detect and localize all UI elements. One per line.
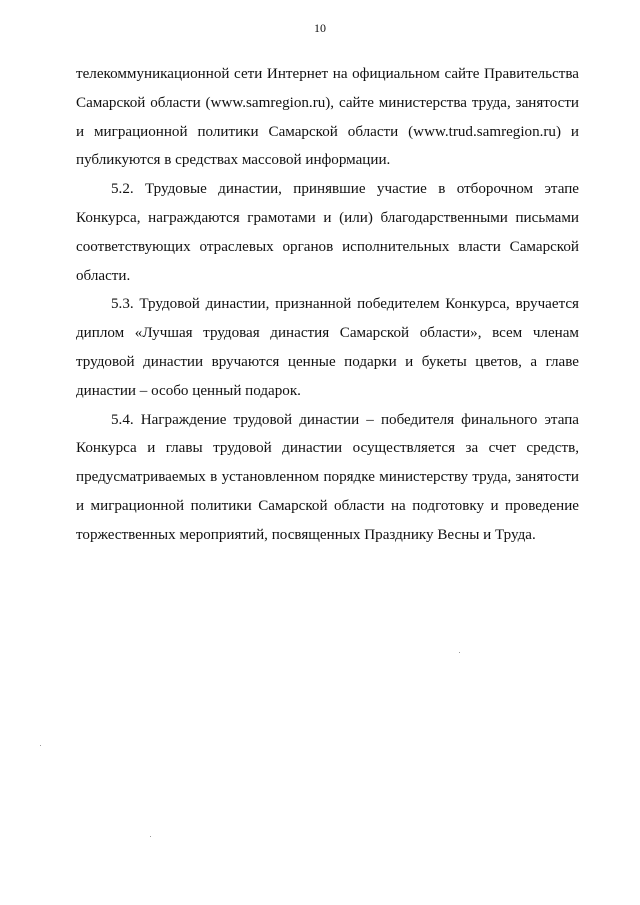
- paragraph-5-4: [76, 406, 579, 550]
- text-line: торжественных мероприятий, посвященных Празднику Весны и Труда.: [76, 526, 536, 543]
- text-line: телекоммуникационной сети Интернет на официальном сайте Правительства: [76, 66, 579, 82]
- text-line: 5.2. Трудовые династии, принявшие участие в отборочном этапе: [111, 181, 579, 198]
- text-line: области.: [76, 267, 131, 284]
- text-line: 5.4. Награждение трудовой династии – победителя финального этапа: [111, 411, 579, 428]
- text-line: Конкурса, награждаются грамотами и (или) благодарственными письмами: [76, 209, 579, 226]
- text-line: династии – особо ценный подарок.: [76, 382, 301, 399]
- paragraph-5-3: [76, 290, 579, 405]
- paragraph-continuation: [76, 60, 579, 175]
- text-line: публикуются в средствах массовой информации.: [76, 152, 391, 169]
- text-line: и миграционной политики Самарской области на подготовку и проведение: [76, 497, 579, 514]
- text-line: диплом «Лучшая трудовая династия Самарской области», всем членам: [76, 325, 579, 342]
- text-line: предусматриваемых в установленном порядке министерству труда, занятости: [76, 469, 579, 486]
- text-line: Самарской области (www.samregion.ru), сайте министерства труда, занятости: [76, 94, 579, 111]
- page-number: 10: [314, 21, 326, 35]
- text-line: Конкурса и главы трудовой династии осуществляется за счет средств,: [76, 440, 579, 457]
- text-line: и миграционной политики Самарской области (www.trud.samregion.ru) и: [76, 123, 579, 140]
- scan-speck: [40, 745, 41, 746]
- document-body: [76, 60, 579, 550]
- paragraph-5-2: [76, 175, 579, 290]
- text-line: трудовой династии вручаются ценные подарки и букеты цветов, а главе: [76, 353, 579, 370]
- scan-speck: [150, 836, 151, 837]
- text-line: 5.3. Трудовой династии, признанной победителем Конкурса, вручается: [111, 296, 579, 313]
- scan-speck: [459, 652, 460, 653]
- text-line: соответствующих отраслевых органов исполнительных власти Самарской: [76, 238, 579, 255]
